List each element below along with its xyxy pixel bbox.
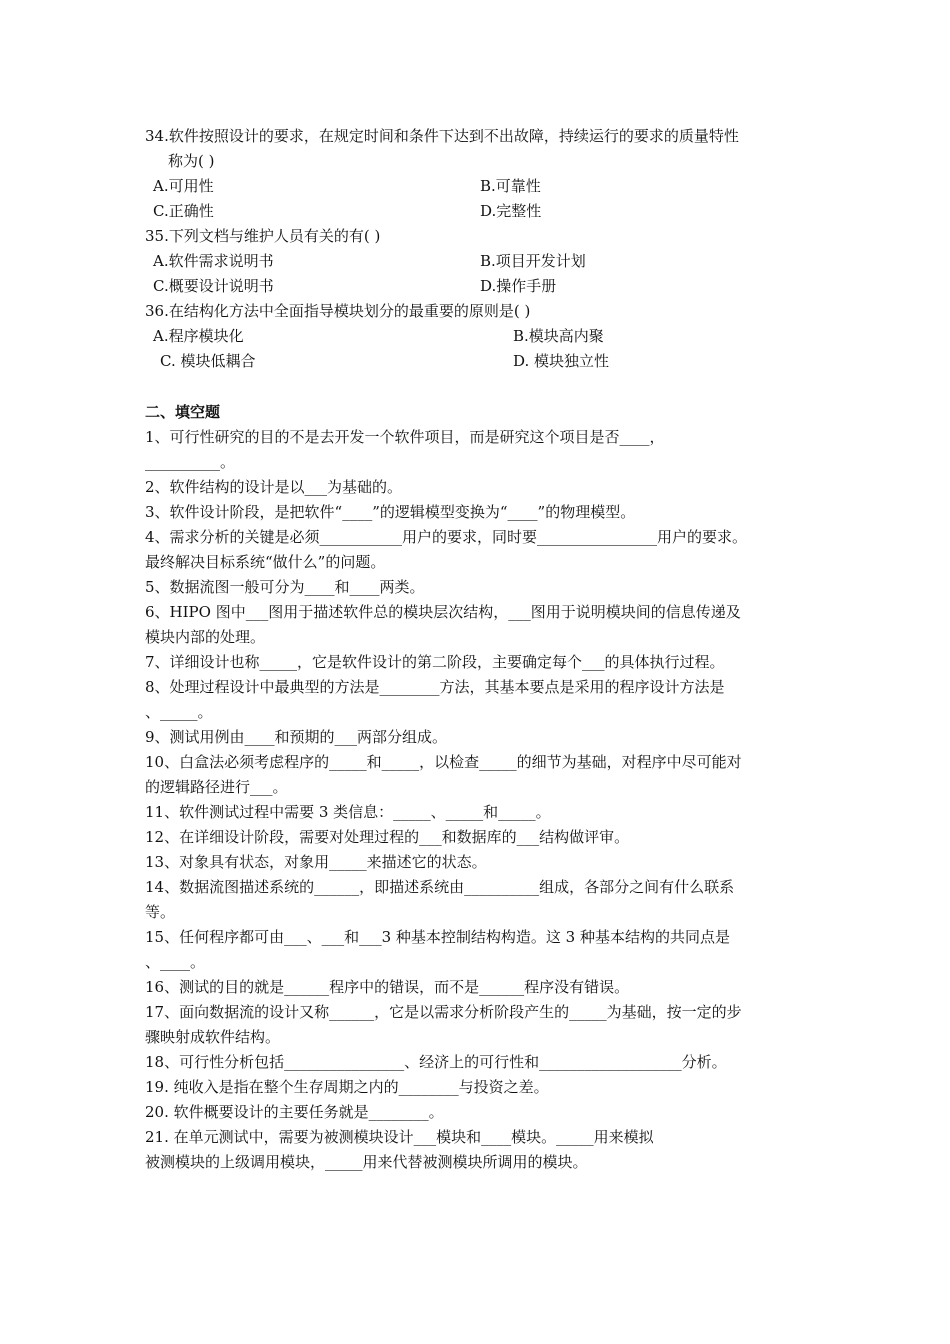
fill-line: 5、数据流图一般可分为____和____两类。 bbox=[145, 578, 425, 596]
fill-line: 最终解决目标系统“做什么”的问题。 bbox=[145, 553, 386, 571]
fill-line: 21. 在单元测试中，需要为被测模块设计___模块和____模块。_____用来模拟 bbox=[145, 1128, 654, 1146]
fill-line: 被测模块的上级调用模块，_____用来代替被测模块所调用的模块。 bbox=[145, 1153, 588, 1171]
option-35-d: D.操作手册 bbox=[480, 277, 557, 295]
option-35-b: B.项目开发计划 bbox=[480, 252, 586, 270]
fill-line: 模块内部的处理。 bbox=[145, 628, 266, 646]
fill-line: 、_____。 bbox=[145, 703, 213, 721]
option-36-a: A.程序模块化 bbox=[153, 327, 244, 345]
fill-line: 、____。 bbox=[145, 953, 206, 971]
fill-line: 4、需求分析的关键是必须___________用户的要求，同时要________________用户的要求。 bbox=[145, 528, 748, 546]
question-35: 35.下列文档与维护人员有关的有( ) bbox=[145, 227, 381, 245]
fill-line: 19. 纯收入是指在整个生存周期之内的________与投资之差。 bbox=[145, 1078, 549, 1096]
option-36-d: D. 模块独立性 bbox=[513, 352, 610, 370]
option-36-b: B.模块高内聚 bbox=[513, 327, 604, 345]
fill-line: 8、处理过程设计中最典型的方法是________方法，其基本要点是采用的程序设计方法是 bbox=[145, 678, 725, 696]
option-34-c: C.正确性 bbox=[153, 202, 214, 220]
fill-line: 7、详细设计也称_____，它是软件设计的第二阶段，主要确定每个___的具体执行过程。 bbox=[145, 653, 725, 671]
option-35-c: C.概要设计说明书 bbox=[153, 277, 274, 295]
section-title: 二、填空题 bbox=[145, 403, 221, 421]
fill-line: 20. 软件概要设计的主要任务就是________。 bbox=[145, 1103, 444, 1121]
fill-line: 12、在详细设计阶段，需要对处理过程的___和数据库的___结构做评审。 bbox=[145, 828, 630, 846]
fill-line: 16、测试的目的就是______程序中的错误，而不是______程序没有错误。 bbox=[145, 978, 630, 996]
fill-line: 15、任何程序都可由___、___和___3 种基本控制结构构造。这 3 种基本结构的共同点是 bbox=[145, 928, 730, 946]
option-34-b: B.可靠性 bbox=[480, 177, 541, 195]
question-34-continuation: 称为( ) bbox=[168, 152, 215, 170]
fill-line: 等。 bbox=[145, 903, 176, 921]
fill-line: 10、白盒法必须考虑程序的_____和_____，以检查_____的细节为基础，对程序中尽可能对 bbox=[145, 753, 742, 771]
fill-line: 2、软件结构的设计是以___为基础的。 bbox=[145, 478, 403, 496]
fill-line: 1、可行性研究的目的不是去开发一个软件项目，而是研究这个项目是否____， bbox=[145, 428, 665, 446]
fill-line: 11、软件测试过程中需要 3 类信息：_____、_____和_____。 bbox=[145, 803, 551, 821]
fill-line: 骤映射成软件结构。 bbox=[145, 1028, 281, 1046]
question-34: 34.软件按照设计的要求，在规定时间和条件下达到不出故障，持续运行的要求的质量特性 bbox=[145, 127, 739, 145]
fill-line: 14、数据流图描述系统的______，即描述系统由__________组成，各部分之间有什么联系 bbox=[145, 878, 735, 896]
fill-line: 13、对象具有状态，对象用_____来描述它的状态。 bbox=[145, 853, 487, 871]
fill-line: 9、测试用例由____和预期的___两部分组成。 bbox=[145, 728, 448, 746]
option-34-a: A.可用性 bbox=[153, 177, 214, 195]
fill-line: 6、HIPO 图中___图用于描述软件总的模块层次结构，___图用于说明模块间的信息传递及 bbox=[145, 603, 741, 621]
fill-line: __________。 bbox=[145, 453, 236, 471]
option-34-d: D.完整性 bbox=[480, 202, 542, 220]
fill-line: 17、面向数据流的设计又称______，它是以需求分析阶段产生的_____为基础，按一定的步 bbox=[145, 1003, 742, 1021]
option-36-c: C. 模块低耦合 bbox=[160, 352, 256, 370]
question-36: 36.在结构化方法中全面指导模块划分的最重要的原则是( ) bbox=[145, 302, 531, 320]
fill-line: 18、可行性分析包括________________、经济上的可行性和___________________分析。 bbox=[145, 1053, 727, 1071]
fill-line: 的逻辑路径进行___。 bbox=[145, 778, 288, 796]
option-35-a: A.软件需求说明书 bbox=[153, 252, 274, 270]
fill-line: 3、软件设计阶段，是把软件“____”的逻辑模型变换为“____”的物理模型。 bbox=[145, 503, 636, 521]
